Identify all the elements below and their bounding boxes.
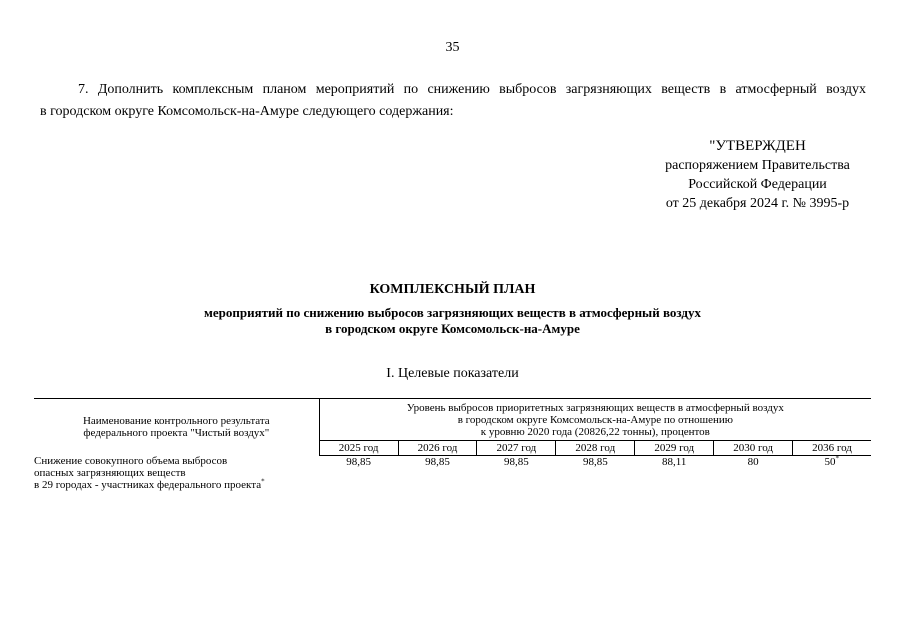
year-header: 2036 год: [793, 441, 871, 455]
year-header: 2029 год: [635, 441, 714, 455]
plan-title: КОМПЛЕКСНЫЙ ПЛАН: [369, 282, 536, 297]
approval-block: [630, 137, 885, 213]
name-header-line-2: федерального проекта "Чистый воздух": [83, 427, 270, 439]
value-cell: [793, 455, 871, 491]
page-number: 35: [445, 40, 460, 55]
indicator-name-text: в 29 городах - участниках федерального проекта: [34, 479, 262, 491]
year-header: 2027 год: [477, 441, 556, 455]
footnote-mark: *: [835, 453, 840, 462]
footnote-mark: *: [261, 477, 265, 486]
approval-line-3: от 25 декабря 2024 г. № 3995-р: [665, 196, 850, 211]
value-cell: 98,85: [582, 455, 608, 468]
targets-table: [34, 398, 871, 491]
plan-subtitle-line-1: мероприятий по снижению выбросов загрязняющих веществ в атмосферный воздух: [204, 305, 701, 320]
level-header-line-2: в городском округе Комсомольск-на-Амуре по отношению: [457, 413, 733, 426]
indicator-name-line-3: [34, 479, 319, 491]
level-header-line-3: к уровню 2020 года (20826,22 тонны), процентов: [480, 425, 710, 438]
year-header: 2026 год: [398, 441, 477, 455]
year-header: 2028 год: [556, 441, 635, 455]
approval-title: "УТВЕРЖДЕН: [709, 138, 806, 154]
paragraph-line-2: в городском округе Комсомольск-на-Амуре следующего содержания:: [40, 104, 454, 119]
approval-line-2: Российской Федерации: [688, 177, 827, 192]
name-header-line-1: Наименование контрольного результата: [82, 415, 270, 427]
section-title: I. Целевые показатели: [386, 366, 519, 381]
level-column-header: [319, 399, 871, 441]
year-header: 2030 год: [714, 441, 793, 455]
value-cell: 88,11: [662, 455, 687, 468]
plan-subtitle-line-2: в городском округе Комсомольск-на-Амуре: [325, 321, 580, 336]
indicator-name-line-2: опасных загрязняющих веществ: [34, 467, 186, 479]
table-header-row: [34, 399, 871, 441]
name-column-header: [34, 399, 319, 456]
indicator-name-cell: [34, 455, 319, 491]
level-header-line-1: Уровень выбросов приоритетных загрязняющих веществ в атмосферный воздух: [406, 401, 784, 414]
value-cell: 98,85: [504, 455, 529, 468]
value-cell: 98,85: [346, 455, 371, 468]
value-text: 50: [824, 455, 836, 468]
amendment-paragraph: [40, 79, 866, 123]
value-cell: 98,85: [425, 455, 450, 468]
plan-subtitle: [0, 305, 905, 337]
year-header: 2025 год: [319, 441, 398, 455]
approval-line-1: распоряжением Правительства: [665, 158, 850, 173]
value-cell: 80: [747, 455, 759, 468]
indicator-name-line-1: Снижение совокупного объема выбросов: [34, 455, 228, 467]
paragraph-line-1: 7. Дополнить комплексным планом мероприятий по снижению выбросов загрязняющих веществ в атмосферный воздух: [78, 82, 866, 97]
table-row: [34, 455, 871, 491]
